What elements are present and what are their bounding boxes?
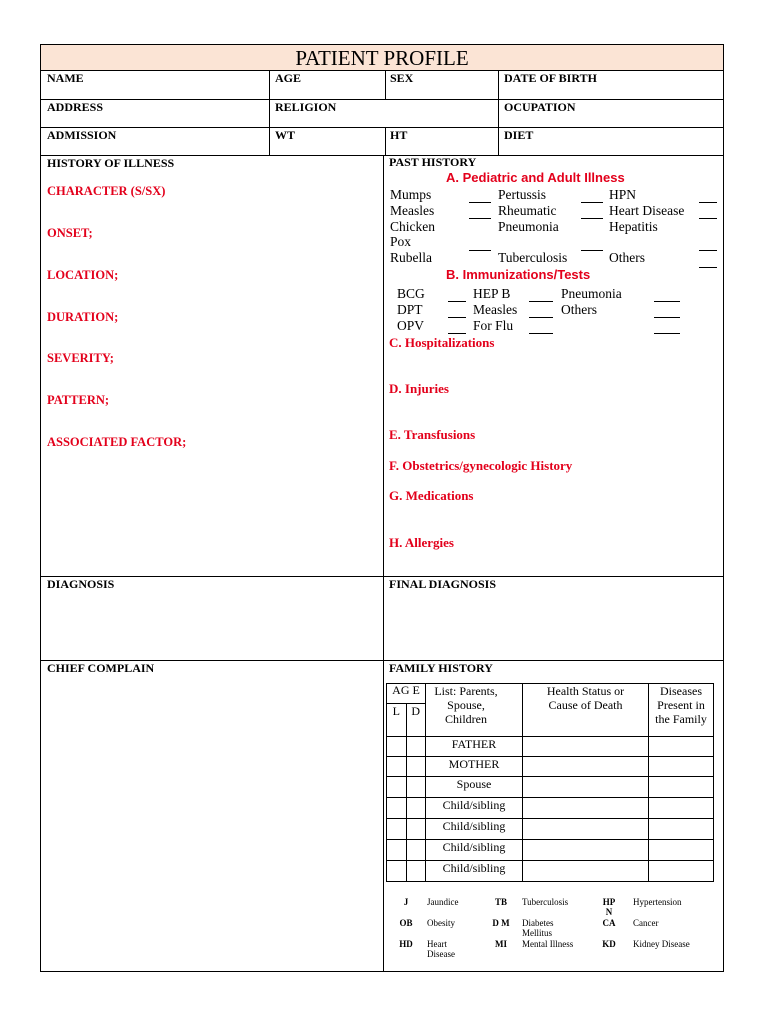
patient-profile-form — [40, 44, 724, 972]
answer-blank[interactable] — [654, 333, 680, 334]
column-divider — [383, 155, 384, 972]
immunization-item: HEP B — [473, 286, 511, 301]
health-status-cell[interactable] — [523, 861, 649, 882]
l-cell[interactable] — [387, 819, 407, 840]
hoi-item: CHARACTER (S/SX) — [47, 184, 166, 198]
answer-blank[interactable] — [469, 218, 491, 219]
relation-cell: Child/sibling — [426, 861, 523, 882]
health-status-column-header — [523, 684, 649, 737]
health-status-cell[interactable] — [523, 737, 649, 757]
health-status-cell[interactable] — [523, 819, 649, 840]
hoi-item: PATTERN; — [47, 393, 110, 407]
legend-label: Jaundice — [427, 897, 459, 907]
legend-code: HD — [399, 939, 413, 949]
answer-blank[interactable] — [529, 301, 553, 302]
immunization-item: Measles — [473, 302, 518, 317]
diseases-cell[interactable] — [649, 737, 714, 757]
health-status-cell[interactable] — [523, 798, 649, 819]
hoi-item: DURATION; — [47, 310, 119, 324]
legend-label: Hypertension — [633, 897, 682, 907]
hoi-item: ASSOCIATED FACTOR; — [47, 435, 187, 449]
section-a-heading: A. Pediatric and Adult Illness — [446, 170, 625, 185]
immunization-item: BCG — [397, 286, 425, 301]
diseases-cell[interactable] — [649, 840, 714, 861]
illness-item: Heart Disease — [609, 203, 685, 218]
sex-label: SEX — [390, 71, 414, 85]
d-cell[interactable] — [406, 798, 426, 819]
relation-cell: MOTHER — [426, 757, 523, 777]
d-cell[interactable] — [406, 757, 426, 777]
legend-code: CA — [602, 918, 616, 928]
immunization-item: Pneumonia — [561, 286, 622, 301]
relation-cell: Child/sibling — [426, 840, 523, 861]
column-divider — [269, 70, 270, 99]
legend-label: Diabetes Mellitus — [522, 918, 554, 938]
legend-label: Cancer — [633, 918, 659, 928]
answer-blank[interactable] — [448, 301, 466, 302]
dob-label: DATE OF BIRTH — [504, 71, 597, 85]
row-divider — [41, 576, 723, 577]
column-divider — [385, 70, 386, 99]
legend-code: D M — [492, 918, 510, 928]
health-status-cell[interactable] — [523, 757, 649, 777]
legend-code: J — [403, 897, 409, 907]
illness-item: Measles — [390, 203, 435, 218]
illness-item: Hepatitis — [609, 219, 658, 234]
d-cell[interactable] — [406, 861, 426, 882]
answer-blank[interactable] — [581, 250, 603, 251]
l-cell[interactable] — [387, 840, 407, 861]
illness-item: Pox — [390, 234, 412, 249]
legend-label: Tuberculosis — [522, 897, 569, 907]
answer-blank[interactable] — [581, 218, 603, 219]
immunization-item: DPT — [397, 302, 423, 317]
health-status-header-text: Health Status or Cause of Death — [546, 684, 625, 712]
answer-blank[interactable] — [469, 202, 491, 203]
section-f-heading: F. Obstetrics/gynecologic History — [389, 458, 573, 473]
immunization-item: Others — [561, 302, 597, 317]
diseases-cell[interactable] — [649, 861, 714, 882]
l-cell[interactable] — [387, 737, 407, 757]
answer-blank[interactable] — [699, 250, 717, 251]
illness-item: HPN — [609, 187, 637, 202]
legend-label: Mental Illness — [522, 939, 574, 949]
address-label: ADDRESS — [47, 100, 104, 114]
illness-item: Others — [609, 250, 645, 265]
answer-blank[interactable] — [581, 202, 603, 203]
final-diagnosis-label: FINAL DIAGNOSIS — [389, 577, 497, 591]
answer-blank[interactable] — [654, 301, 680, 302]
answer-blank[interactable] — [654, 317, 680, 318]
column-divider — [385, 127, 386, 155]
section-c-heading: C. Hospitalizations — [389, 335, 495, 350]
relation-cell: Child/sibling — [426, 798, 523, 819]
diseases-cell[interactable] — [649, 798, 714, 819]
illness-item: Rheumatic — [498, 203, 557, 218]
diseases-cell[interactable] — [649, 819, 714, 840]
illness-item: Mumps — [390, 187, 432, 202]
diseases-cell[interactable] — [649, 757, 714, 777]
past-history-heading: PAST HISTORY — [389, 155, 477, 169]
column-divider — [498, 70, 499, 155]
health-status-cell[interactable] — [523, 840, 649, 861]
answer-blank[interactable] — [529, 333, 553, 334]
section-h-heading: H. Allergies — [389, 535, 454, 550]
hoi-item: SEVERITY; — [47, 351, 114, 365]
occupation-label: OCUPATION — [504, 100, 576, 114]
religion-label: RELIGION — [275, 100, 337, 114]
relation-cell: Child/sibling — [426, 819, 523, 840]
d-column-header: D — [406, 704, 426, 737]
hoi-item: ONSET; — [47, 226, 93, 240]
illness-item: Rubella — [390, 250, 432, 265]
legend-code: KD — [602, 939, 616, 949]
d-cell[interactable] — [406, 840, 426, 861]
row-divider — [41, 127, 723, 128]
diet-label: DIET — [504, 128, 534, 142]
legend-label: Obesity — [427, 918, 455, 928]
answer-blank[interactable] — [448, 317, 466, 318]
answer-blank[interactable] — [699, 218, 717, 219]
diagnosis-label: DIAGNOSIS — [47, 577, 115, 591]
section-e-heading: E. Transfusions — [389, 427, 476, 442]
immunization-item: OPV — [397, 318, 425, 333]
legend-code: HP N — [602, 897, 616, 917]
l-cell[interactable] — [387, 777, 407, 798]
l-column-header: L — [387, 704, 407, 737]
diseases-cell[interactable] — [649, 777, 714, 798]
row-divider — [41, 99, 723, 100]
illness-item: Pneumonia — [498, 219, 559, 234]
l-cell[interactable] — [387, 861, 407, 882]
legend-label: Heart Disease — [427, 939, 455, 959]
d-cell[interactable] — [406, 819, 426, 840]
section-b-heading: B. Immunizations/Tests — [446, 267, 591, 282]
section-g-heading: G. Medications — [389, 488, 474, 503]
admission-label: ADMISSION — [47, 128, 117, 142]
name-label: NAME — [47, 71, 84, 85]
d-cell[interactable] — [406, 737, 426, 757]
age-label: AGE — [275, 71, 302, 85]
legend-code: OB — [399, 918, 413, 928]
list-header-text: List: Parents, Spouse, Children — [434, 684, 498, 726]
chief-complain-label: CHIEF COMPLAIN — [47, 661, 155, 675]
answer-blank[interactable] — [448, 333, 466, 334]
column-divider — [269, 127, 270, 155]
answer-blank[interactable] — [699, 267, 717, 268]
legend-code: TB — [494, 897, 507, 907]
illness-item: Tuberculosis — [498, 250, 568, 265]
diseases-header-text: Diseases Present in the Family — [655, 684, 707, 726]
l-cell[interactable] — [387, 798, 407, 819]
answer-blank[interactable] — [699, 202, 717, 203]
illness-item: Chicken — [390, 219, 435, 234]
immunization-item: For Flu — [473, 318, 514, 333]
relation-cell: Spouse — [426, 777, 523, 798]
answer-blank[interactable] — [529, 317, 553, 318]
health-status-cell[interactable] — [523, 777, 649, 798]
history-of-illness-heading: HISTORY OF ILLNESS — [47, 156, 175, 170]
hoi-item: LOCATION; — [47, 268, 119, 282]
legend-code: MI — [495, 939, 507, 949]
illness-item: Pertussis — [498, 187, 547, 202]
column-divider — [269, 99, 270, 127]
age-column-header: AG E — [387, 684, 426, 704]
family-history-heading: FAMILY HISTORY — [389, 661, 493, 675]
row-divider — [41, 70, 723, 71]
form-title: PATIENT PROFILE — [41, 45, 723, 70]
diseases-column-header — [649, 684, 714, 737]
list-column-header — [426, 684, 523, 737]
legend-label: Kidney Disease — [633, 939, 690, 949]
relation-cell: FATHER — [426, 737, 523, 757]
l-cell[interactable] — [387, 757, 407, 777]
ht-label: HT — [390, 128, 408, 142]
family-history-table — [386, 683, 714, 882]
wt-label: WT — [275, 128, 296, 142]
d-cell[interactable] — [406, 777, 426, 798]
answer-blank[interactable] — [469, 250, 491, 251]
section-d-heading: D. Injuries — [389, 381, 449, 396]
